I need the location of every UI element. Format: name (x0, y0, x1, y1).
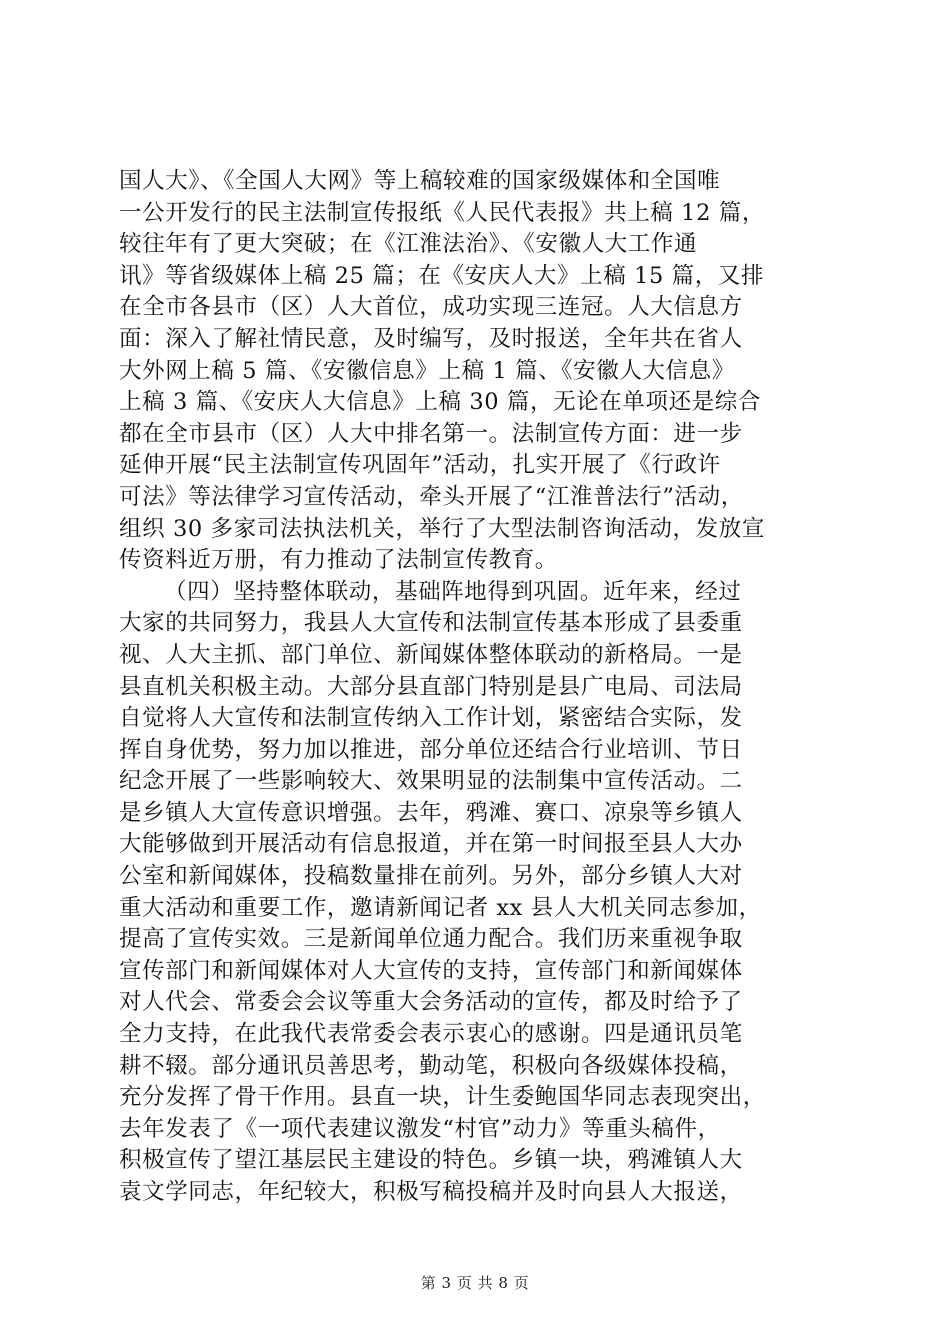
text-line: 都在全市县市（区）人大中排名第一。法制宣传方面：进一步 (119, 420, 743, 447)
text-line: 袁文学同志，年纪较大，积极写稿投稿并及时向县人大报送， (119, 1179, 743, 1205)
page-number-footer: 第 3 页 共 8 页 (420, 1274, 530, 1292)
text-line: 大外网上稿 5 篇、《安徽信息》上稿 1 篇、《安徽人大信息》 (119, 357, 735, 384)
text-line: 视、人大主抓、部门单位、新闻媒体整体联动的新格局。一是 (119, 641, 743, 668)
text-line: 重大活动和重要工作，邀请新闻记者 xx 县人大机关同志参加， (119, 894, 762, 921)
text-line: 传资料近万册，有力推动了法制宣传教育。 (119, 547, 558, 574)
text-line: 对人代会、常委会会议等重大会务活动的宣传，都及时给予了 (119, 989, 743, 1016)
text-line: 在全市各县市（区）人大首位，成功实现三连冠。人大信息方 (119, 294, 743, 321)
text-line: 县直机关积极主动。大部分县直部门特别是县广电局、司法局 (119, 673, 743, 700)
text-line: 上稿 3 篇、《安庆人大信息》上稿 30 篇，无论在单项还是综合 (119, 389, 762, 416)
text-line: 延伸开展“民主法制宣传巩固年”活动，扎实开展了《行政许 (119, 452, 721, 479)
text-line: 可法》等法律学习宣传活动，牵头开展了“江淮普法行”活动， (119, 483, 744, 510)
text-line: 自觉将人大宣传和法制宣传纳入工作计划，紧密结合实际，发 (119, 705, 743, 732)
text-line: 较往年有了更大突破；在《江淮法治》、《安徽人大工作通 (119, 231, 698, 258)
text-line: 组织 30 多家司法执法机关，举行了大型法制咨询活动，发放宣 (119, 515, 765, 542)
text-line: 耕不辍。部分通讯员善思考，勤动笔，积极向各级媒体投稿， (119, 1052, 743, 1079)
text-line: 国人大》、《全国人大网》等上稿较难的国家级媒体和全国唯 (119, 168, 721, 194)
text-line: 面：深入了解社情民意，及时编写，及时报送，全年共在省人 (119, 325, 743, 352)
text-line: 提高了宣传实效。三是新闻单位通力配合。我们历来重视争取 (119, 926, 743, 953)
text-line: 全力支持，在此我代表常委会表示衷心的感谢。四是通讯员笔 (119, 1021, 743, 1048)
text-line: 去年发表了《一项代表建议激发“村官”动力》等重头稿件， (119, 1115, 721, 1142)
text-line: 大家的共同努力，我县人大宣传和法制宣传基本形成了县委重 (119, 610, 743, 637)
paragraph-start-line: （四）坚持整体联动，基础阵地得到巩固。近年来，经过 (164, 578, 742, 605)
body-text (119, 166, 839, 1209)
text-line: 是乡镇人大宣传意识增强。去年，鸦滩、赛口、凉泉等乡镇人 (119, 799, 743, 826)
text-line: 公室和新闻媒体，投稿数量排在前列。另外，部分乡镇人大对 (119, 863, 743, 890)
text-line: 充分发挥了骨干作用。县直一块，计生委鲍国华同志表现突出， (119, 1084, 766, 1111)
text-line: 挥自身优势，努力加以推进，部分单位还结合行业培训、节日 (119, 736, 743, 763)
text-line: 积极宣传了望江基层民主建设的特色。乡镇一块，鸦滩镇人大 (119, 1147, 743, 1174)
text-line: 讯》等省级媒体上稿 25 篇；在《安庆人大》上稿 15 篇，又排 (119, 262, 765, 289)
text-line: 纪念开展了一些影响较大、效果明显的法制集中宣传活动。二 (119, 768, 743, 795)
text-line: 一公开发行的民主法制宣传报纸《人民代表报》共上稿 12 篇， (119, 199, 765, 226)
text-line: 宣传部门和新闻媒体对人大宣传的支持，宣传部门和新闻媒体 (119, 957, 743, 984)
text-line: 大能够做到开展活动有信息报道，并在第一时间报至县人大办 (119, 831, 743, 858)
